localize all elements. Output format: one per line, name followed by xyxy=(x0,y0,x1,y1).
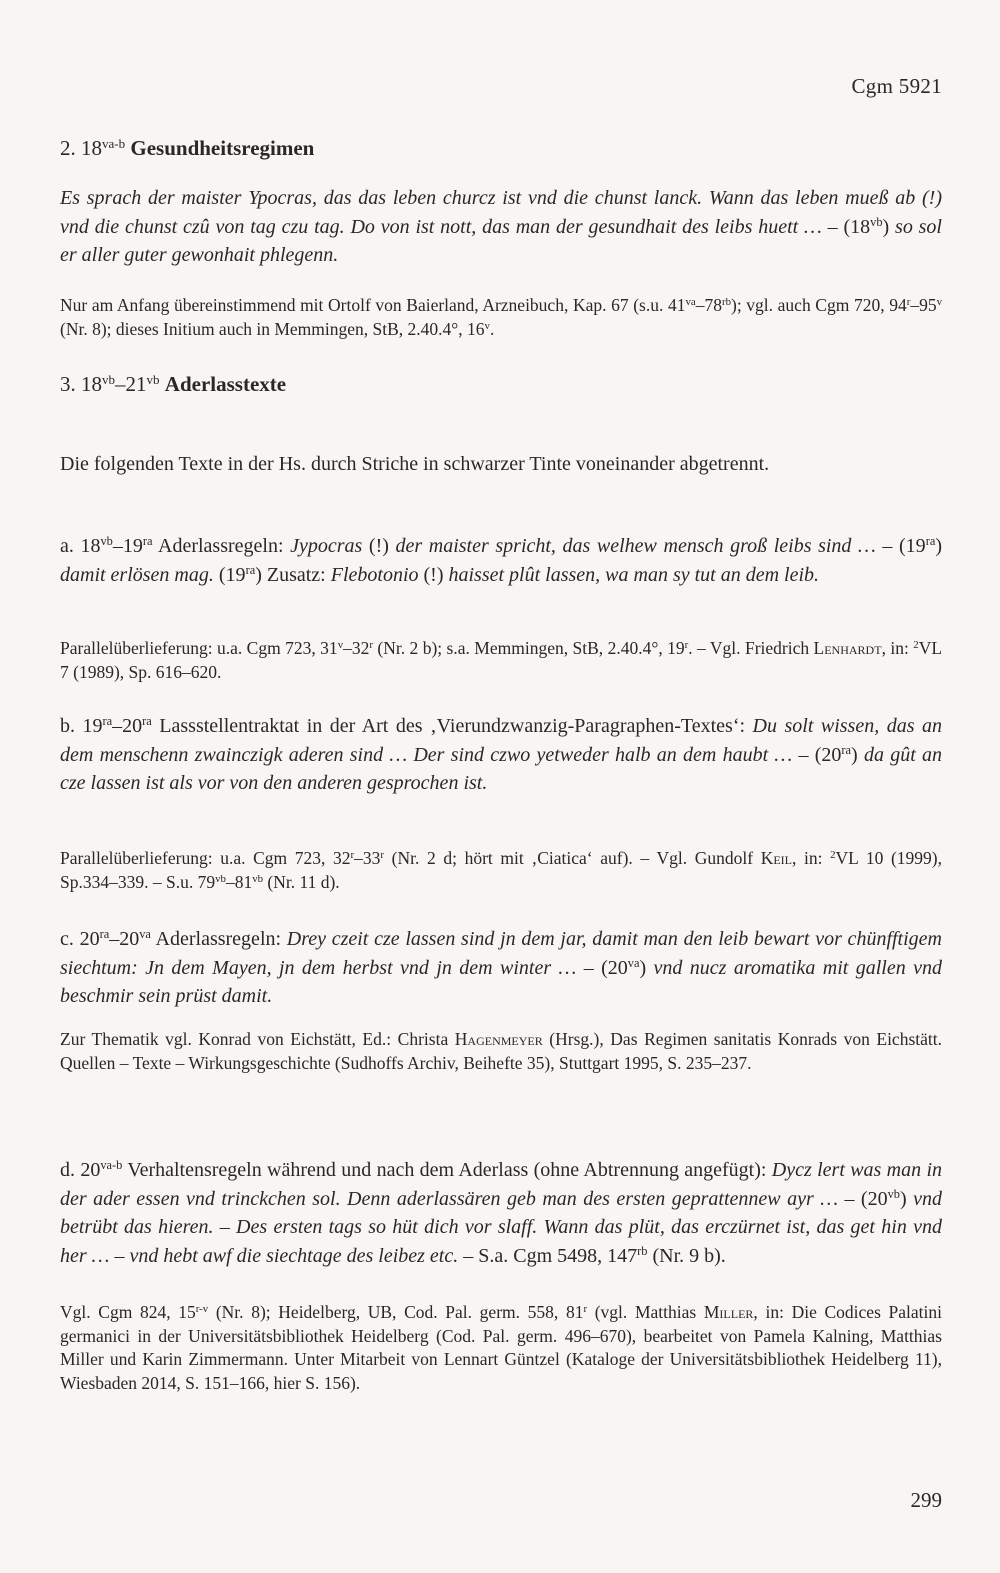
item-c-reference: Zur Thematik vgl. Konrad von Eichstätt, Ed.: Christa Hagenmeyer (Hrsg.), Das Regimen sanitatis Konrads von Eichstätt. Quellen – Texte – Wirkungsgeschichte (Sudhoffs Archiv, Beihefte 35), Stuttgart 1995, S. 235–237. xyxy=(60,1029,942,1073)
running-head: Cgm 5921 xyxy=(851,74,942,98)
item-b-reference: Parallelüberlieferung: u.a. Cgm 723, 32$^r$–33$^r$ (Nr. 2 d; hört mit ‚Ciatica‘ auf). – Vgl. Gundolf Keil, in: $^2$VL 10 (1999), Sp.334–339. – S.u. $79^{vb}-81^{vb}$ (Nr. 11 d). xyxy=(60,848,942,892)
item-b-text: b. $19^{ra}-20^{ra}$ Lassstellentraktat in der Art des ‚Vierundzwanzig-Paragraphen-Textes‘: Du solt wissen, das an dem menschenn zwainczigk aderen sind … Der sind czwo yetweder halb an dem haubt … – $(20^{ra})$ da gût an cze lassen ist als vor von den anderen gesprochen ist. xyxy=(60,714,943,794)
section-3-intro: Die folgenden Texte in der Hs. durch Striche in schwarzer Tinte voneinander abgetrennt. xyxy=(60,453,770,475)
item-a-reference: Parallelüberlieferung: u.a. Cgm 723, 31$^v$–32$^r$ (Nr. 2 b); s.a. Memmingen, StB, 2.40.4°, 19$^r$. – Vgl. Friedrich Lenhardt, in: $^2$VL 7 (1989), Sp. 616–620. xyxy=(60,638,943,682)
section-2-text: Es sprach der maister Ypocras, das das leben churcz ist vnd die chunst lanck. Wann das leben mueß ab (!) vnd die chunst czû von tag czu tag. Do von ist nott, das man der gesundhait des leibs huett … – $(18^{vb})$ so sol er aller guter gewonhait phlegenn. xyxy=(60,187,942,266)
item-c-text: c. $20^{ra}-20^{va}$ Aderlassregeln: Drey czeit cze lassen sind jn dem jar, damit man den leib bewart vor chünfftigem siechtum: Jn dem Mayen, jn dem herbst vnd jn dem winter … – $(20^{va})$ vnd nucz aromatika mit gallen vnd beschmir sein prüst damit. xyxy=(60,927,942,1007)
page-number: 299 xyxy=(910,1488,942,1512)
item-d-reference: Vgl. Cgm 824, 15$^{r-v}$ (Nr. 8); Heidelberg, UB, Cod. Pal. germ. 558, 81$^r$ (vgl. Matthias Miller, in: Die Codices Palatini germanici in der Universitätsbibliothek Heidelberg (Cod. Pal. germ. 496–670), bearbeitet von Pamela Kalning, Matthias Miller und Karin Zimmermann. Unter Mitarbeit von Lennart Güntzel (Kataloge der Universitätsbibliothek Heidelberg 11), Wiesbaden 2014, S. 151–166, hier S. 156). xyxy=(60,1302,942,1393)
section-2-heading: 2. $18^{va-b}$ Gesundheitsregimen xyxy=(60,135,315,160)
item-a-text: a. $18^{vb}-19^{ra}$ Aderlassregeln: Jypocras (!) der maister spricht, das welhew mensch groß leibs sind … – $(19^{ra})$ damit erlösen mag. $(19^{ra})$ Zusatz: Flebotonio (!) haisset plût lassen, wa man sy tut an dem leib. xyxy=(60,534,942,586)
item-d-text: d. $20^{va-b}$ Verhaltensregeln während und nach dem Aderlass (ohne Abtrennung angefügt): Dycz lert was man in der ader essen vnd trinckchen sol. Denn aderlassären geb man des ersten geprattennew ayr … – $(20^{vb})$ vnd betrübt das hieren. – Des ersten tags so hüt dich vor slaff. Wann das plüt, das erczürnet ist, das get hin vnd her … – vnd hebt awf die siechtage des leibez etc. – S.a. Cgm 5498, $147^{rb}$ (Nr. 9 b). xyxy=(60,1158,943,1267)
document-page xyxy=(60,0,942,1573)
section-3-heading: 3. $18^{vb}-21^{vb}$ Aderlasstexte xyxy=(60,371,287,396)
section-2-reference: Nur am Anfang übereinstimmend mit Ortolf von Baierland, Arzneibuch, Kap. 67 (s.u. $41^{va}-78^{rb}$); vgl. auch Cgm 720, 94$^r$–95$^v$ (Nr. 8); dieses Initium auch in Memmingen, StB, 2.40.4°, 16$^v$. xyxy=(60,295,942,339)
